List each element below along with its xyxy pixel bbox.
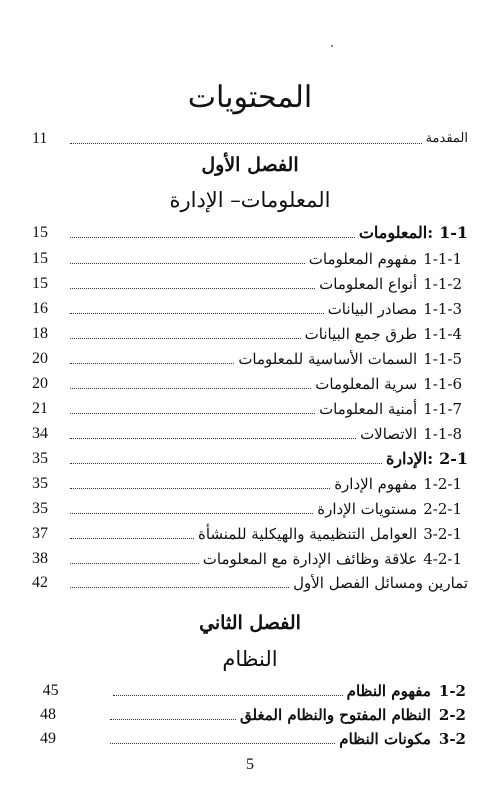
toc-number: 1-1: [439, 223, 468, 242]
toc-label: المعلومات:: [358, 223, 434, 242]
toc-item: [32, 346, 468, 370]
toc-label: مفهوم النظام: [346, 682, 431, 700]
toc-number: 1-1-8: [423, 425, 462, 443]
leader-dots: [70, 412, 315, 414]
toc-number: 1-1-7: [423, 400, 462, 418]
toc-number: 1-1-5: [423, 350, 462, 368]
toc-item: [32, 471, 468, 495]
toc-page-number: 49: [40, 730, 56, 747]
toc-number: 1-1-3: [423, 300, 462, 318]
toc-item: [32, 271, 468, 295]
toc-page-number: 15: [32, 224, 48, 241]
toc-page-number: 35: [32, 500, 48, 517]
toc-section-2-1: [32, 446, 468, 470]
toc-label: تمارين ومسائل الفصل الأول: [293, 574, 468, 592]
leader-dots: [70, 562, 199, 564]
toc-label: مصادر البيانات: [327, 300, 418, 318]
toc-item-chapter2: [40, 726, 466, 750]
toc-number: 1-2-1: [423, 475, 462, 493]
toc-page-number: 35: [32, 450, 48, 467]
leader-dots: [70, 337, 301, 339]
chapter-2-heading: الفصل الثاني: [199, 612, 301, 634]
leader-dots: [70, 142, 422, 144]
toc-label: الإدارة:: [385, 449, 434, 468]
toc-page-number: 37: [32, 525, 48, 542]
chapter-1-heading: الفصل الأول: [201, 154, 299, 176]
chapter-1-subtitle: المعلومات– الإدارة: [169, 188, 331, 212]
page-title: المحتويات: [187, 80, 313, 115]
leader-dots: [70, 437, 356, 439]
toc-page-number: 21: [32, 400, 48, 417]
toc-label: سرية المعلومات: [315, 375, 418, 393]
toc-number: 1-2: [438, 682, 466, 700]
toc-label: مفهوم الإدارة: [334, 475, 418, 493]
ink-speck: [331, 45, 333, 47]
toc-item-chapter2: [40, 702, 466, 726]
toc-row-exercises: [32, 570, 468, 594]
toc-item: [32, 546, 468, 570]
leader-dots: [70, 287, 315, 289]
leader-dots: [70, 362, 234, 364]
leader-dots: [110, 742, 335, 744]
toc-label: طرق جمع البيانات: [304, 325, 418, 343]
toc-label: المقدمة: [425, 131, 468, 146]
toc-page-number: 38: [32, 550, 48, 567]
toc-row-intro: [32, 126, 468, 150]
toc-label: الاتصالات: [360, 425, 418, 443]
toc-item-chapter2: [40, 678, 466, 702]
toc-number: 1-1-6: [423, 375, 462, 393]
toc-item: [32, 321, 468, 345]
toc-item: [32, 421, 468, 445]
toc-number: 1-1-2: [423, 275, 462, 293]
toc-item: [32, 496, 468, 520]
toc-item: [32, 371, 468, 395]
toc-page-number: 20: [32, 375, 48, 392]
toc-item: [32, 521, 468, 545]
toc-page-number: 42: [32, 574, 48, 591]
toc-page-number: 18: [32, 325, 48, 342]
leader-dots: [113, 694, 343, 696]
page-number: 5: [246, 756, 254, 773]
toc-label: النظام المفتوح والنظام المغلق: [240, 706, 431, 724]
toc-number: 3-2: [438, 730, 466, 748]
toc-page-number: 45: [42, 682, 59, 699]
toc-label: أنواع المعلومات: [319, 275, 418, 293]
leader-dots: [70, 312, 324, 314]
leader-dots: [70, 512, 313, 514]
toc-page-number: 20: [32, 350, 48, 367]
toc-number: 1-1-4: [423, 325, 462, 343]
toc-item: [32, 396, 468, 420]
leader-dots: [70, 236, 355, 238]
toc-label: أمنية المعلومات: [319, 400, 418, 418]
leader-dots: [70, 387, 311, 389]
toc-item: [32, 246, 468, 270]
toc-page-number: 11: [32, 130, 48, 147]
chapter-2-subtitle: النظام: [222, 647, 278, 671]
toc-page-number: 48: [40, 706, 56, 723]
toc-label: علاقة وظائف الإدارة مع المعلومات: [202, 550, 418, 568]
toc-number: 1-1-1: [423, 250, 462, 268]
toc-page-number: 34: [32, 425, 48, 442]
toc-label: السمات الأساسية للمعلومات: [238, 350, 418, 368]
toc-number: 2-2: [438, 706, 466, 724]
toc-number: 2-1: [439, 449, 468, 468]
toc-label: العوامل التنظيمية والهيكلية للمنشأة: [197, 525, 418, 543]
toc-section-1-1: [32, 220, 468, 244]
toc-page-number: 16: [32, 300, 48, 317]
leader-dots: [70, 586, 289, 588]
toc-item: [32, 296, 468, 320]
toc-label: مستويات الإدارة: [317, 500, 418, 518]
toc-page-number: 15: [32, 275, 48, 292]
leader-dots: [70, 462, 382, 464]
leader-dots: [70, 537, 194, 539]
toc-number: 4-2-1: [423, 550, 462, 568]
leader-dots: [110, 718, 236, 720]
leader-dots: [70, 262, 305, 264]
toc-page-number: 35: [32, 475, 48, 492]
toc-page-number: 15: [32, 250, 48, 267]
toc-label: مكونات النظام: [339, 730, 431, 748]
leader-dots: [70, 487, 330, 489]
toc-number: 3-2-1: [423, 525, 462, 543]
toc-number: 2-2-1: [423, 500, 462, 518]
toc-label: مفهوم المعلومات: [308, 250, 418, 268]
